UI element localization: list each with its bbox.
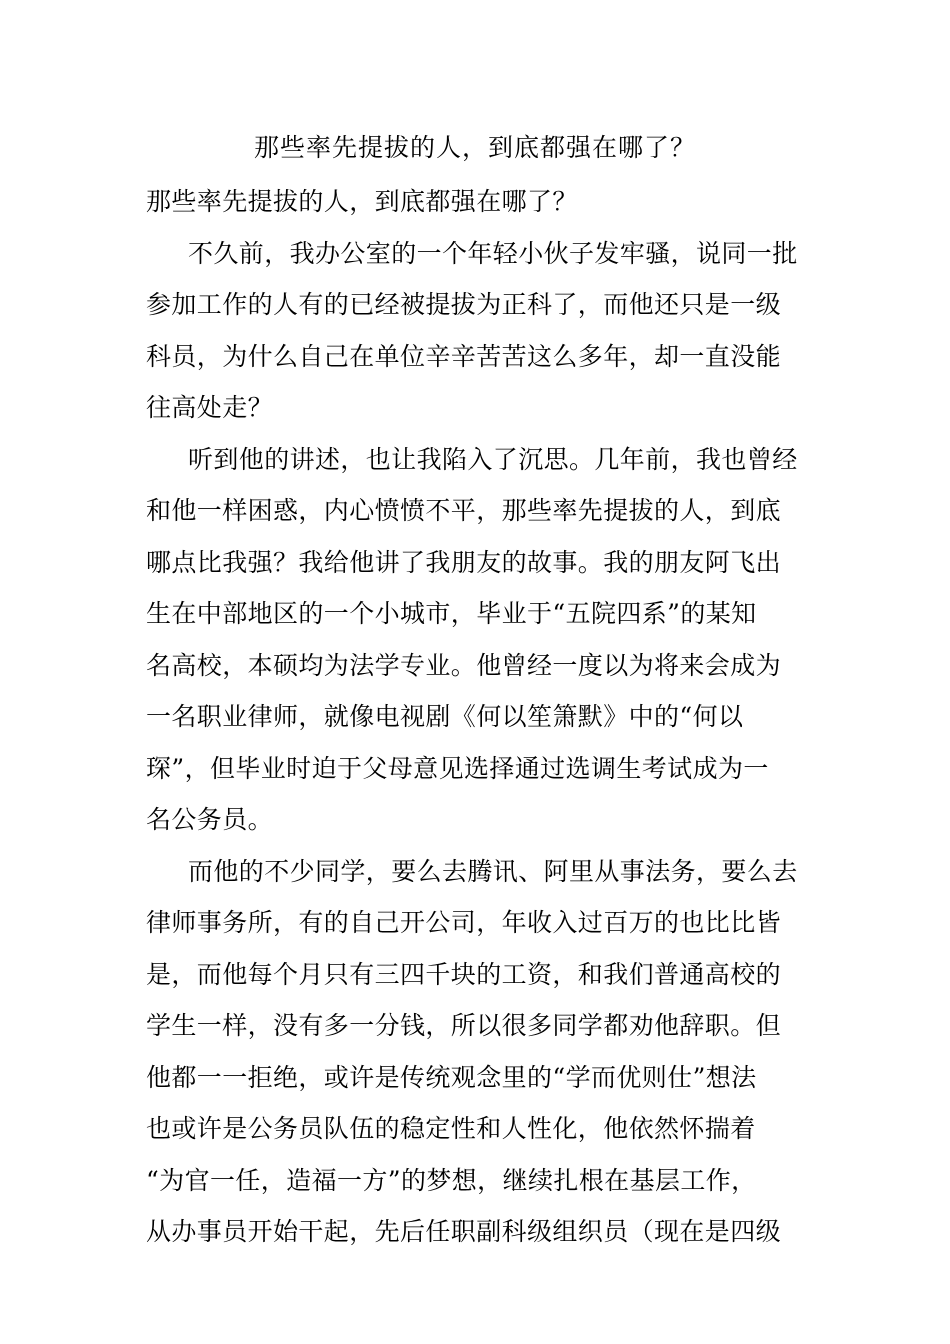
text-line: 也或许是公务员队伍的稳定性和人性化，他依然怀揣着: [146, 1114, 756, 1143]
text-line: 不久前，我办公室的一个年轻小伙子发牢骚，说同一批: [188, 238, 798, 268]
text-line: 一名职业律师，就像电视剧《何以笙箫默》中的“何以: [146, 702, 744, 731]
text-line: 名高校，本硕均为法学专业。他曾经一度以为将来会成为: [146, 650, 782, 680]
text-line: 那些率先提拔的人，到底都强在哪了？: [146, 187, 578, 216]
document-title: 那些率先提拔的人，到底都强在哪了？: [253, 133, 696, 162]
text-line: 律师事务所，有的自己开公司，年收入过百万的也比比皆: [146, 908, 782, 937]
text-line: 琛”，但毕业时迫于父母意见选择通过选调生考试成为一: [146, 753, 769, 783]
text-line: 哪点比我强？我给他讲了我朋友的故事。我的朋友阿飞出: [146, 547, 782, 577]
text-line: 和他一样困惑，内心愤愤不平，那些率先提拔的人，到底: [146, 496, 782, 525]
text-line: 参加工作的人有的已经被提拔为正科了，而他还只是一级: [146, 290, 782, 319]
text-line: 从办事员开始干起，先后任职副科级组织员（现在是四级: [146, 1217, 782, 1246]
text-line: 听到他的讲述，也让我陷入了沉思。几年前，我也曾经: [188, 444, 798, 474]
text-line: 名公务员。: [146, 805, 274, 834]
text-line: 是，而他每个月只有三四千块的工资，和我们普通高校的: [146, 959, 782, 989]
text-line: 科员，为什么自己在单位辛辛苦苦这么多年，却一直没能: [146, 341, 782, 371]
text-line: 他都一一拒绝，或许是传统观念里的“学而优则仕”想法: [146, 1062, 757, 1092]
text-line: “为官一任，造福一方”的梦想，继续扎根在基层工作，: [146, 1165, 757, 1195]
text-line: 学生一样，没有多一分钱，所以很多同学都劝他辞职。但: [146, 1011, 782, 1040]
document-body: [146, 176, 814, 1258]
text-line: 生在中部地区的一个小城市，毕业于“五院四系”的某知: [146, 599, 757, 628]
text-line: 往高处走？: [146, 393, 274, 422]
text-line: 而他的不少同学，要么去腾讯、阿里从事法务，要么去: [188, 856, 798, 886]
